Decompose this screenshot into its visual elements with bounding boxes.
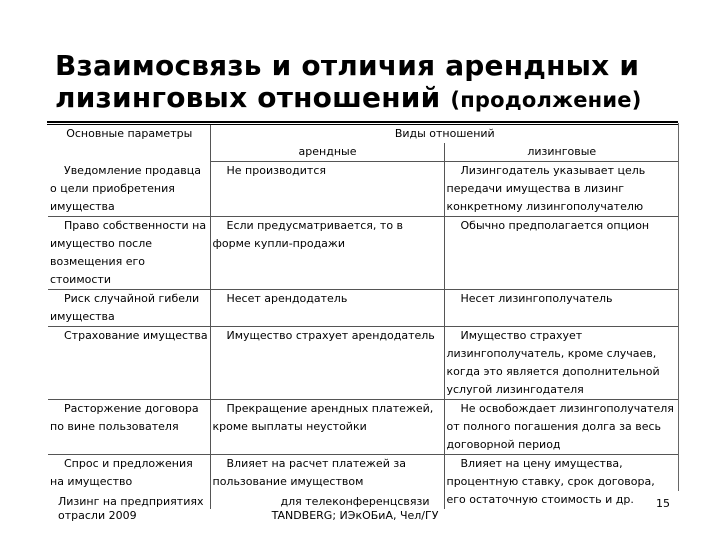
row-rent: Имущество страхует арендодатель (210, 327, 444, 400)
header-leasing: лизинговые (444, 143, 678, 162)
table-row (48, 162, 678, 217)
row-param: Спрос и предложения на имущество (48, 455, 210, 510)
title-line-1: Взаимосвязь и отличия арендных и (55, 49, 640, 82)
row-leasing: Имущество страхует лизингополучатель, кроме случаев, когда это является дополнительной услугой лизингодателя (444, 327, 678, 400)
row-leasing: Лизингодатель указывает цель передачи имущества в лизинг конкретному лизингополучателю (444, 162, 678, 217)
table-right-border (678, 123, 679, 491)
row-leasing: Обычно предполагается опцион (444, 217, 678, 290)
row-param: Страхование имущества (48, 327, 210, 400)
row-rent: Не производится (210, 162, 444, 217)
page-number: 15 (656, 497, 670, 510)
row-param: Право собственности на имущество после возмещения его стоимости (48, 217, 210, 290)
row-rent: Влияет на расчет платежей за пользование имуществом (210, 455, 444, 510)
header-rent: арендные (210, 143, 444, 162)
title-line-2 (55, 82, 695, 116)
table-row (48, 400, 678, 455)
row-param: Уведомление продавца о цели приобретения имущества (48, 162, 210, 217)
row-leasing: Несет лизингополучатель (444, 290, 678, 327)
row-rent: Прекращение арендных платежей, кроме выплаты неустойки (210, 400, 444, 455)
header-kinds: Виды отношений (394, 127, 495, 140)
footer-left: Лизинг на предприятиях отрасли 2009 (58, 495, 204, 522)
row-param: Риск случайной гибели имущества (48, 290, 210, 327)
table-row (48, 327, 678, 400)
row-leasing: Не освобождает лизингополучателя от полного погашения долга за весь договорной период (444, 400, 678, 455)
row-rent: Если предусматривается, то в форме купли-продажи (210, 217, 444, 290)
row-rent: Несет арендодатель (210, 290, 444, 327)
table-row (48, 290, 678, 327)
title-divider-top (47, 121, 678, 123)
footer-center: для телеконференцсвязи TANDBERG; ИЭкОБиА, Чел/ГУ (271, 495, 439, 522)
header-params: Основные параметры (48, 125, 210, 162)
table-row (48, 217, 678, 290)
title-line-2-main: лизинговых отношений (55, 81, 451, 114)
table-header-row (48, 125, 678, 143)
title-subtitle: (продолжение) (450, 88, 642, 112)
row-param: Расторжение договора по вине пользователя (48, 400, 210, 455)
comparison-table (48, 125, 678, 509)
slide-title (55, 50, 695, 116)
row-leasing: Влияет на цену имущества, процентную ставку, срок договора, его остаточную стоимость и др. (446, 457, 655, 506)
